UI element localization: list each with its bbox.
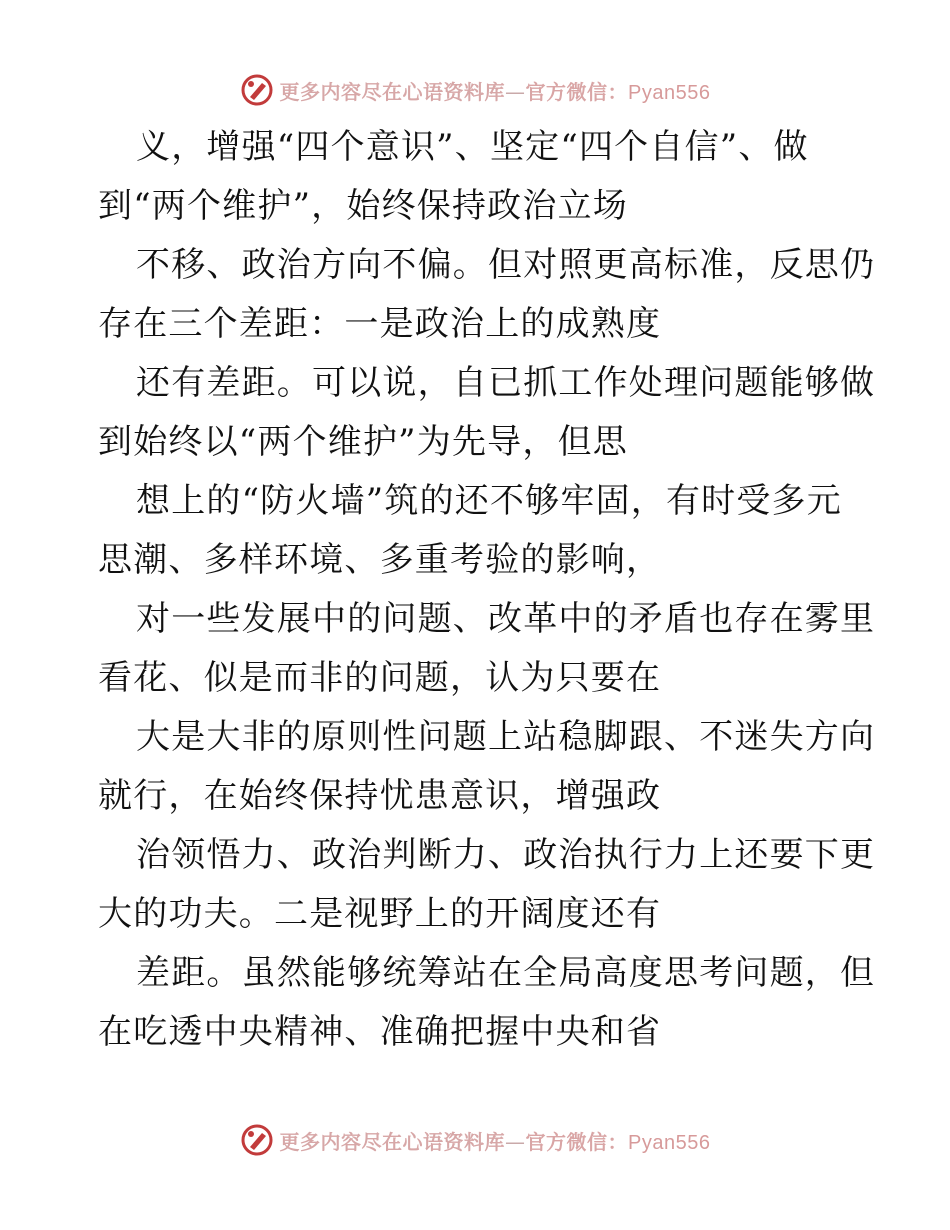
paragraph-line: 就行，在始终保持忧患意识，增强政 <box>98 776 662 816</box>
paragraph-line: 在吃透中央精神、准确把握中央和省 <box>98 1012 662 1052</box>
paragraph-line: 看花、似是而非的问题，认为只要在 <box>98 658 662 698</box>
paragraph-line: 思潮、多样环境、多重考验的影响， <box>98 540 662 580</box>
paragraph <box>98 826 876 944</box>
paragraph-line: 治领悟力、政治判断力、政治执行力上还要下更 <box>136 835 876 875</box>
paragraph-line: 义，增强“四个意识”、坚定“四个自信”、做 <box>136 127 809 167</box>
paragraph-line: 不移、政治方向不偏。但对照更高标准，反思仍 <box>136 245 876 285</box>
paragraph-line: 对一些发展中的问题、改革中的矛盾也存在雾里 <box>136 599 876 639</box>
header-banner-main: 更多内容尽在心语资料库 <box>279 79 506 104</box>
paragraph <box>98 944 876 1062</box>
pen-seal-logo-icon <box>240 73 274 107</box>
header-banner-text <box>280 76 711 105</box>
paragraph-line: 大的功夫。二是视野上的开阔度还有 <box>98 894 662 934</box>
paragraph <box>98 118 858 236</box>
footer-banner-sub: 官方微信： <box>525 1129 629 1154</box>
footer-banner-main: 更多内容尽在心语资料库 <box>279 1129 506 1154</box>
footer-banner <box>0 1120 950 1160</box>
paragraph-line: 到始终以“两个维护”为先导，但思 <box>98 422 628 462</box>
document-body <box>98 118 876 1062</box>
paragraph <box>98 236 876 354</box>
paragraph <box>98 472 858 590</box>
footer-banner-id: Pyan556 <box>628 1131 711 1154</box>
paragraph-line: 想上的“防火墙”筑的还不够牢固，有时受多元 <box>136 481 842 521</box>
header-banner-sub: 官方微信： <box>525 79 629 104</box>
header-banner <box>0 70 950 110</box>
paragraph-line: 差距。虽然能够统筹站在全局高度思考问题，但 <box>136 953 876 993</box>
paragraph <box>98 590 876 708</box>
paragraph <box>98 354 876 472</box>
paragraph-line: 到“两个维护”，始终保持政治立场 <box>98 186 628 226</box>
paragraph-line: 还有差距。可以说，自已抓工作处理问题能够做 <box>136 363 876 403</box>
footer-banner-dash: — <box>505 1129 526 1154</box>
pen-seal-logo-icon <box>240 1123 274 1157</box>
footer-banner-text <box>280 1126 711 1155</box>
paragraph-line: 存在三个差距：一是政治上的成熟度 <box>98 304 662 344</box>
header-banner-id: Pyan556 <box>628 81 711 104</box>
paragraph <box>98 708 876 826</box>
header-banner-dash: — <box>505 79 526 104</box>
paragraph-line: 大是大非的原则性问题上站稳脚跟、不迷失方向 <box>136 717 876 757</box>
